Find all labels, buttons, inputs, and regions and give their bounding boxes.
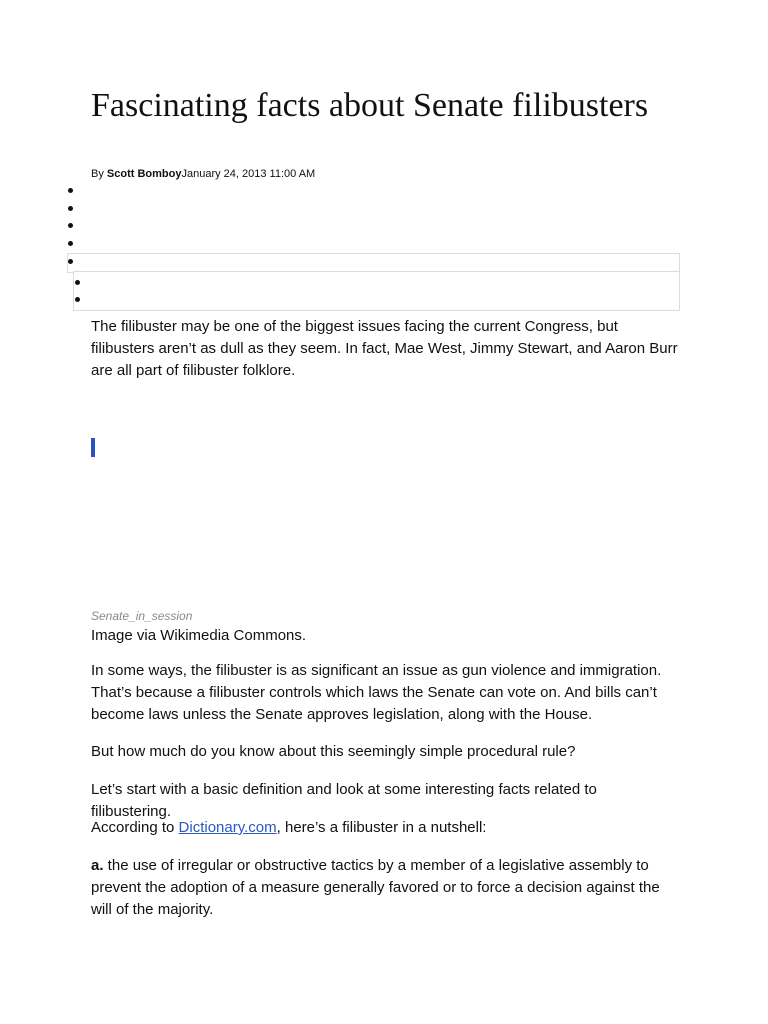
share-list-bullet (68, 259, 73, 264)
body-paragraph: Let’s start with a basic definition and look at some interesting facts related to filibustering. (91, 781, 597, 820)
byline (91, 167, 315, 181)
share-list-bullet (75, 280, 80, 285)
share-box-nested (73, 271, 680, 311)
share-list-bullet (68, 241, 73, 246)
share-list-bullet (68, 206, 73, 211)
share-box (67, 253, 680, 273)
share-list-bullet (75, 297, 80, 302)
author-name[interactable]: Scott Bomboy (106, 168, 182, 180)
dictionary-link[interactable]: Dictionary.com (178, 819, 277, 836)
body-paragraph: But how much do you know about this seemingly simple procedural rule? (91, 743, 576, 760)
definition-text: the use of irregular or obstructive tactics by a member of a legislative assembly to prevent the adoption of a measure generally favored or to force a decision against the will of the majority. (91, 857, 660, 918)
article-image-placeholder (91, 438, 95, 457)
byline-prefix: By (91, 168, 107, 180)
page-title: Fascinating facts about Senate filibusters (91, 87, 649, 124)
share-list-bullet (68, 223, 73, 228)
definition-paragraph (91, 855, 681, 921)
definition-intro-after: , here’s a filibuster in a nutshell: (276, 819, 487, 836)
intro-paragraph: The filibuster may be one of the biggest issues facing the current Congress, but filibusters aren’t as dull as they seem. In fact, Mae West, Jimmy Stewart, and Aaron Burr are all part of filibuster folklore. (91, 318, 678, 379)
body-paragraph: In some ways, the filibuster is as significant an issue as gun violence and immigration. That’s because a filibuster controls which laws the Senate can vote on. And bills can’t become laws unless the Senate approves legislation, along with the House. (91, 662, 662, 723)
image-alt-text: Senate_in_session (91, 609, 193, 623)
image-caption: Image via Wikimedia Commons. (91, 627, 307, 644)
definition-intro-before: According to (91, 819, 179, 836)
share-list-bullet (68, 188, 73, 193)
definition-label: a. (91, 857, 104, 874)
definition-intro (91, 817, 681, 839)
publish-date: January 24, 2013 11:00 AM (181, 168, 316, 180)
